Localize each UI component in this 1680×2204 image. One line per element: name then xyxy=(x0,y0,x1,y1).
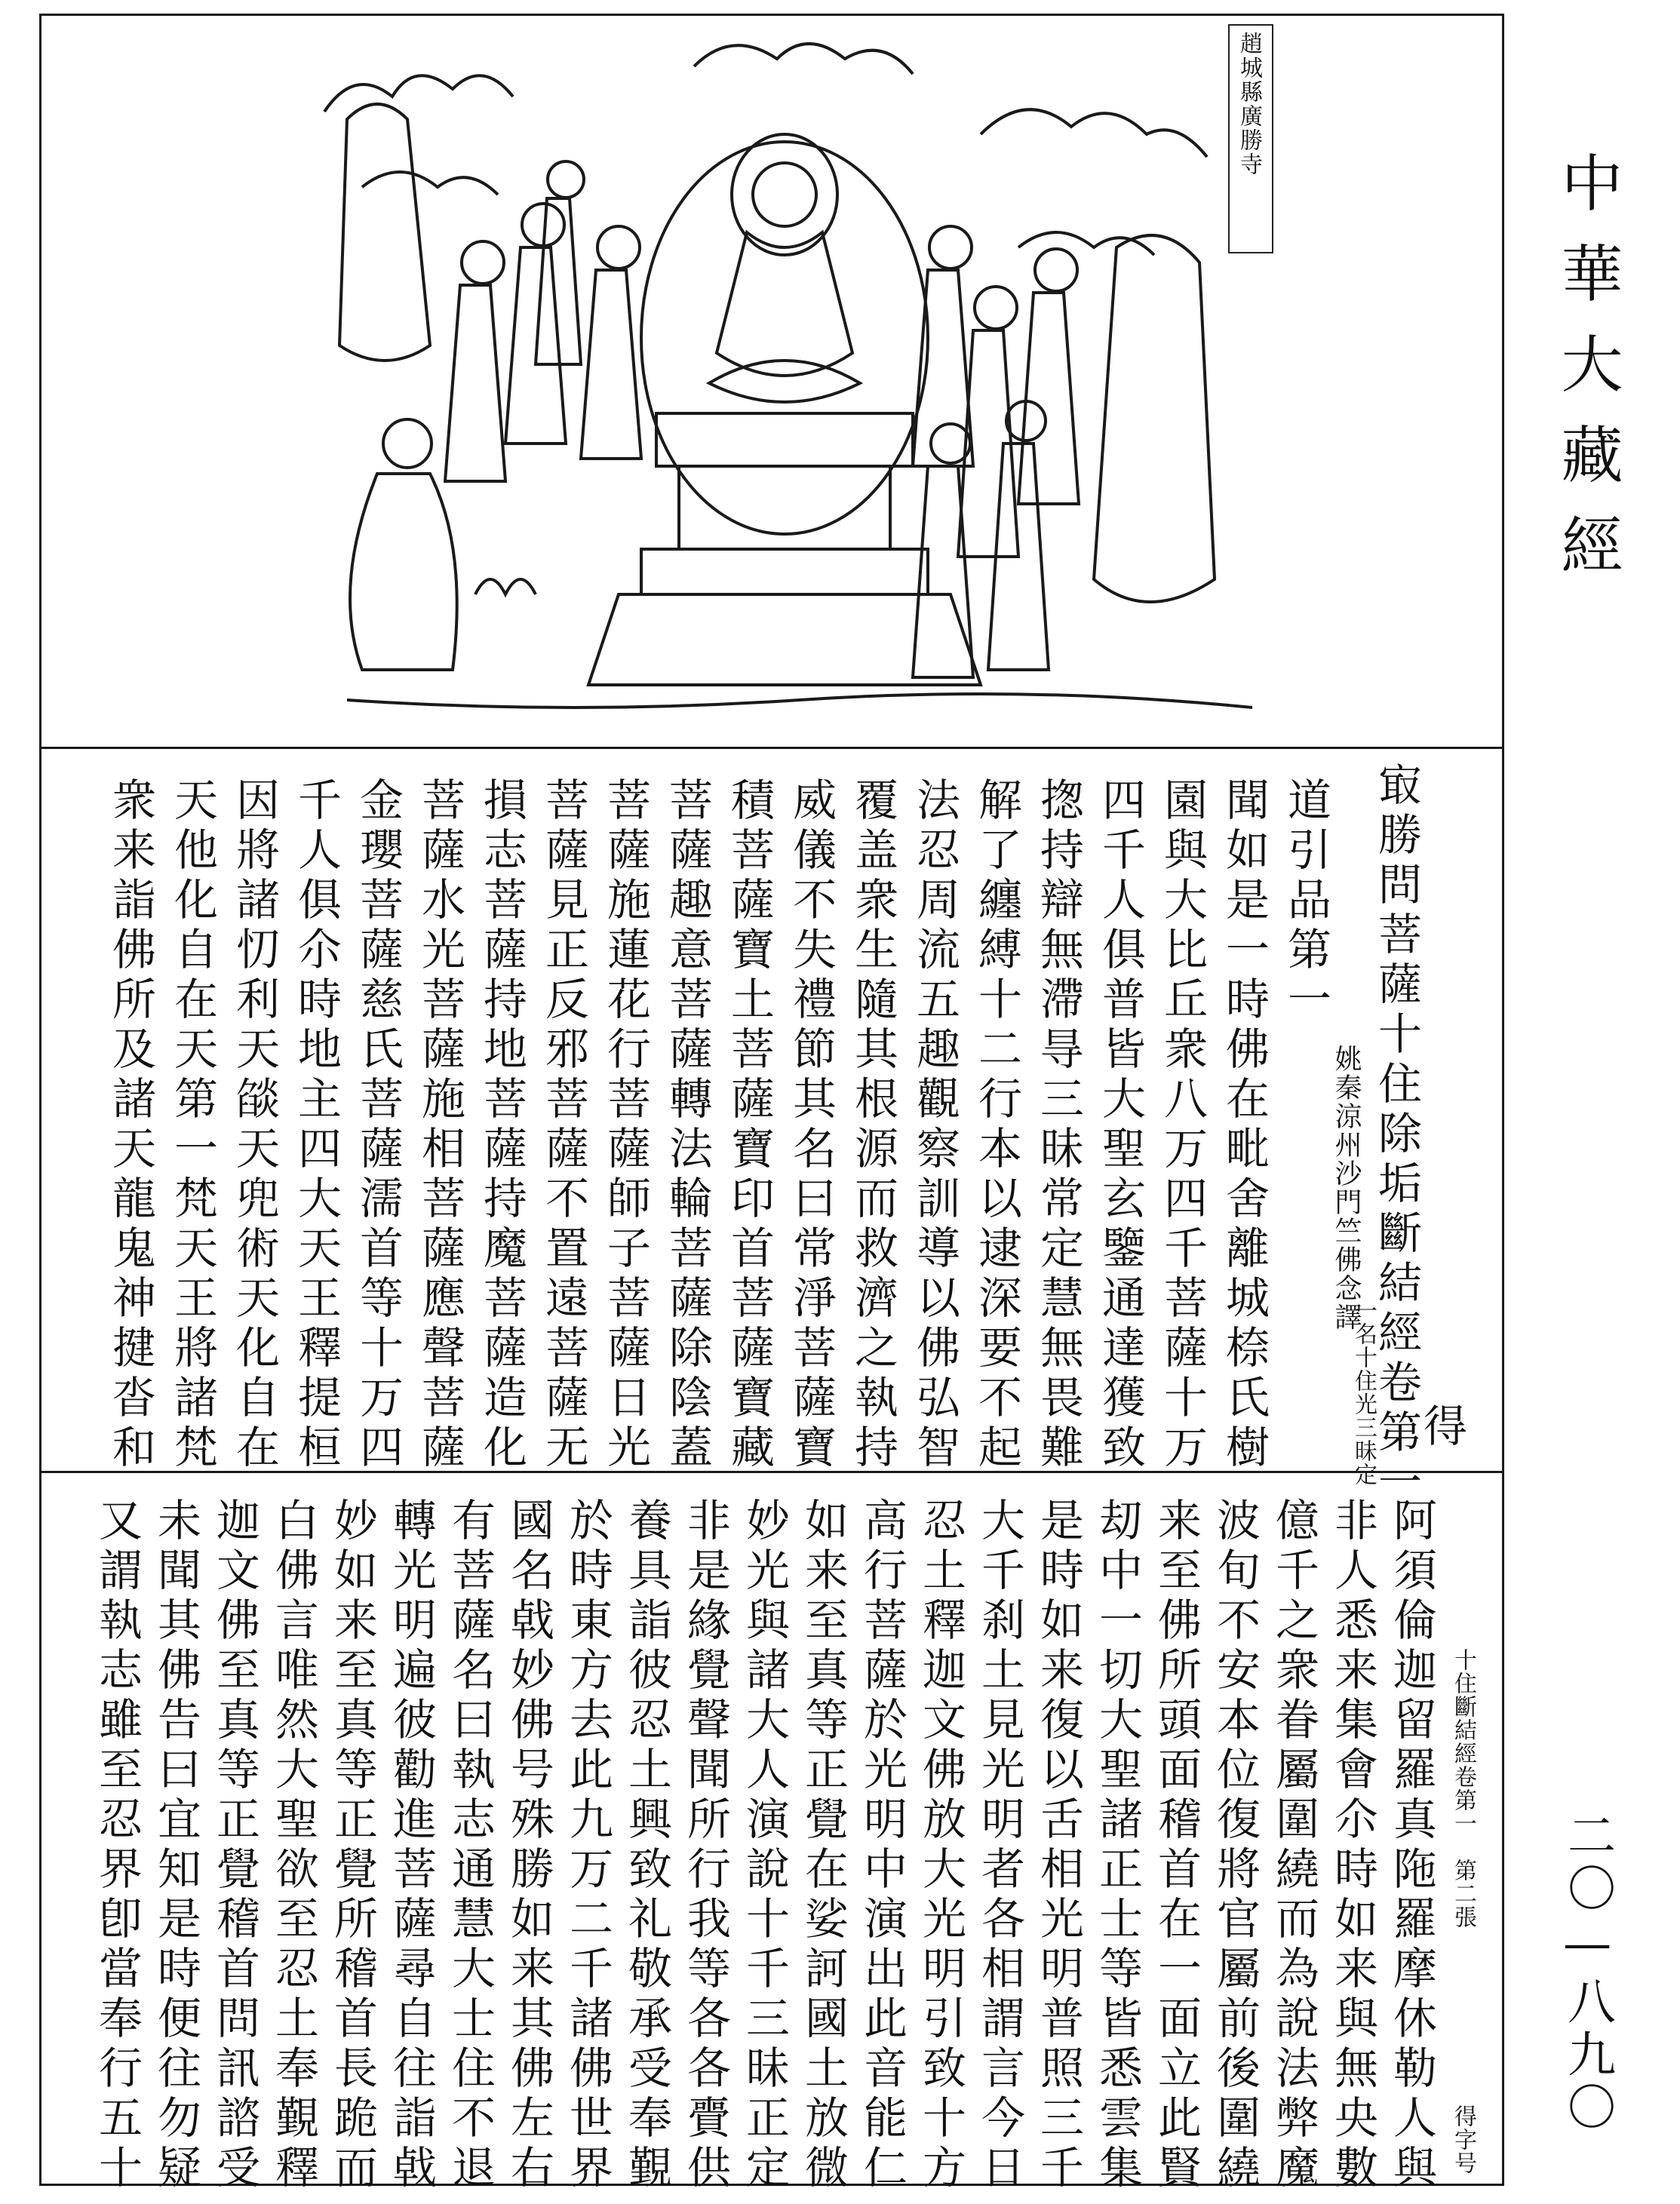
text-column: 白佛言唯然大聖欲至忍土奉覲釋 xyxy=(268,1497,319,2194)
divider-top xyxy=(39,747,1504,749)
text-column: 非是緣覺聲聞所行我等各各賷供 xyxy=(680,1497,731,2194)
text-column: 高行菩薩於光明中演出此音能仁 xyxy=(856,1497,908,2194)
margin-note: 十住斷結經卷第一 第二張 xyxy=(1450,1648,1476,1929)
text-column: 妙如来至真等正覺所稽首長跪而 xyxy=(327,1497,378,2194)
text-column: 園與大比丘衆八万四千菩薩十万 xyxy=(1156,777,1208,1474)
text-column: 迦文佛至真等正覺稽首問訊諮受 xyxy=(209,1497,260,2194)
text-column: 阿須倫迦留羅真陁羅摩休勒人與 xyxy=(1386,1497,1437,2194)
text-column: 因將諸忉利天燄天兜術天化自在 xyxy=(229,777,280,1474)
page-number: 二〇—八九〇 xyxy=(1559,1810,1615,2135)
text-column: 有菩薩名曰執志通慧大士住不退 xyxy=(444,1497,496,2194)
text-column: 波旬不安本位復將官屬前後圍繞 xyxy=(1209,1497,1261,2194)
buddha-assembly-illustration xyxy=(302,21,1275,738)
text-column: 億千之衆眷屬圍繞而為說法弊魔 xyxy=(1268,1497,1319,2194)
text-column: 刧中一切大聖諸正士等皆悉雲集 xyxy=(1092,1497,1143,2194)
text-column: 菩薩見正反邪菩薩不置遠菩薩无 xyxy=(538,777,589,1474)
sutra-title: 㝡勝問菩薩十住除垢斷結經卷第一 xyxy=(1371,762,1422,1509)
text-column: 養具詣彼忍土興致礼敬承受奉覲 xyxy=(621,1497,672,2194)
text-column: 又謂執志雖至忍界卽當奉行五十 xyxy=(91,1497,143,2194)
text-column: 損志菩薩持地菩薩持魔菩薩造化 xyxy=(476,777,527,1474)
text-column: 大千刹土見光明者各相謂言今日 xyxy=(974,1497,1025,2194)
text-column: 来至佛所頭面稽首在一面立此賢 xyxy=(1150,1497,1202,2194)
text-column: 積菩薩寶土菩薩寶印首菩薩寶藏 xyxy=(723,777,775,1474)
chapter-heading: 道引品第一 xyxy=(1280,777,1331,1026)
text-column: 天他化自在天第一梵天王將諸梵 xyxy=(167,777,218,1474)
text-column: 未聞其佛告曰宜知是時便往勿疑 xyxy=(150,1497,201,2194)
illustration-caption-box xyxy=(1228,24,1273,253)
text-column: 忍土釋迦文佛放大光明引致十方 xyxy=(915,1497,966,2194)
text-column: 衆来詣佛所及諸天龍鬼神揵沓和 xyxy=(105,777,156,1474)
text-column: 國名㦸妙佛号殊勝如来其佛左右 xyxy=(503,1497,554,2194)
text-column: 如来至真等正覺在娑訶國土放微 xyxy=(797,1497,849,2194)
text-column: 揔持辯無滯㝵三昧常定慧無畏難 xyxy=(1033,777,1084,1474)
text-column: 聞如是一時佛在毗舍離城㮈氏樹 xyxy=(1218,777,1270,1474)
text-column: 四千人俱普皆大聖玄鑒通達獲致 xyxy=(1095,777,1146,1474)
margin-note-2: 得字号 xyxy=(1450,2104,1476,2175)
text-column: 非人悉来集會尒時如来與無央數 xyxy=(1327,1497,1378,2194)
translator-line: 姚秦涼州沙門竺佛念譯 xyxy=(1331,1045,1362,1331)
sutra-title-note: 一名十住光三昧定 xyxy=(1350,1299,1377,1486)
text-column: 覆盖衆生隨其根源而救濟之執持 xyxy=(847,777,898,1474)
text-column: 千人俱尒時地主四大天王釋提桓 xyxy=(290,777,342,1474)
text-column: 金瓔菩薩慈氏菩薩濡首等十万四 xyxy=(352,777,404,1474)
text-column: 威儀不失禮節其名曰常淨菩薩寶 xyxy=(785,777,837,1474)
column-end-char: 得 xyxy=(1416,1403,1467,1453)
text-column: 菩薩施蓮花行菩薩師子菩薩日光 xyxy=(600,777,651,1474)
text-column: 菩薩水光菩薩施相菩薩應聲菩薩 xyxy=(414,777,465,1474)
illustration-caption: 趙城縣廣勝寺 xyxy=(1236,32,1262,177)
text-column: 菩薩趣意菩薩轉法輪菩薩除陰蓋 xyxy=(662,777,713,1474)
text-column: 轉光明遍彼勸進菩薩尋自往詣㦸 xyxy=(385,1497,437,2194)
collection-title: 中華大藏經 xyxy=(1551,151,1623,603)
text-column: 於時東方去此九万二千諸佛世界 xyxy=(562,1497,613,2194)
text-column: 是時如来復以舌相光明普照三千 xyxy=(1033,1497,1084,2194)
text-column: 妙光與諸大人演說十千三昧正定 xyxy=(739,1497,790,2194)
text-column: 法忍周流五趣觀察訓導以佛弘智 xyxy=(909,777,960,1474)
text-column: 解了纏縛十二行本以逮深要不起 xyxy=(971,777,1022,1474)
